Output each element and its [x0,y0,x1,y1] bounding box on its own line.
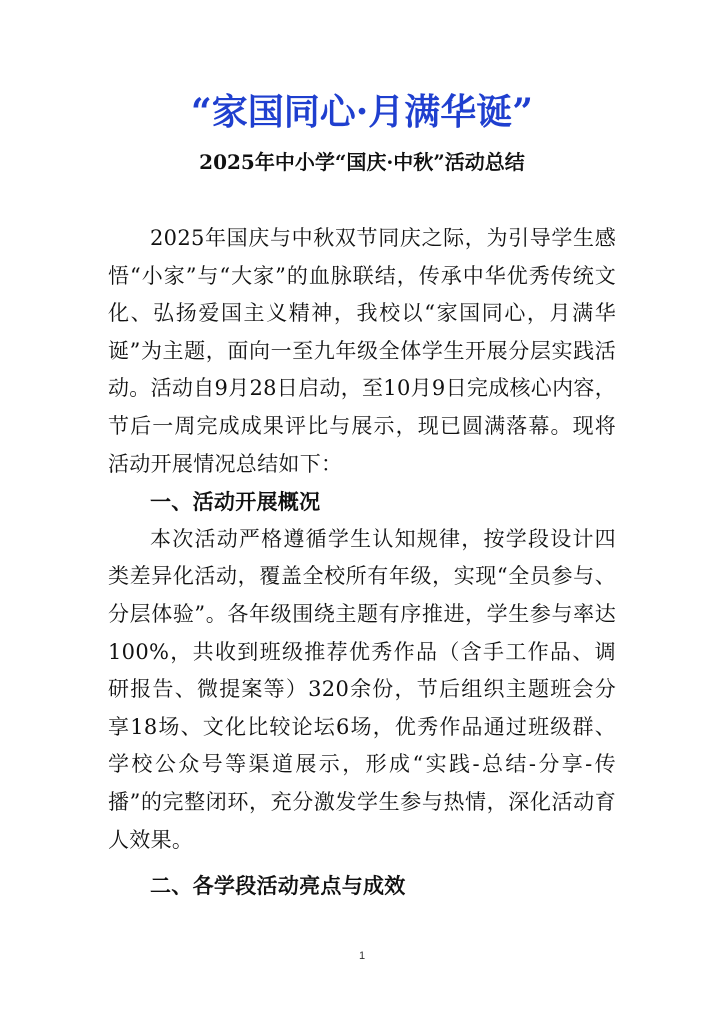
section-heading-highlights: 二、各学段活动亮点与成效 [150,873,406,899]
document-title: “家国同心·月满华诞” [191,91,533,133]
document-subtitle: 2025年中小学“国庆·中秋”活动总结 [199,150,525,174]
section-heading-overview: 一、活动开展概况 [150,489,321,515]
page-number: 1 [358,950,366,962]
document-body [108,220,616,905]
overview-paragraph: 本次活动严格遵循学生认知规律，按学段设计四类差异化活动，覆盖全校所有年级，实现“全员参与、分层体验”。各年级围绕主题有序推进，学生参与率达100%，共收到班级推荐优秀作品（含手工作品、调研报告、微提案等）320余份，节后组织主题班会分享18场、文化比较论坛6场，优秀作品通过班级群、学校公众号等渠道展示，形成“实践-总结-分享-传播”的完整闭环，充分激发学生参与热情，深化活动育人效果。 [108,526,616,852]
intro-paragraph: 2025年国庆与中秋双节同庆之际，为引导学生感悟“小家”与“大家”的血脉联结，传承中华优秀传统文化、弘扬爱国主义精神，我校以“家国同心，月满华诞”为主题，面向一至九年级全体学生开展分层实践活动。活动自9月28日启动，至10月9日完成核心内容，节后一周完成成果评比与展示，现已圆满落幕。现将活动开展情况总结如下： [108,226,616,476]
